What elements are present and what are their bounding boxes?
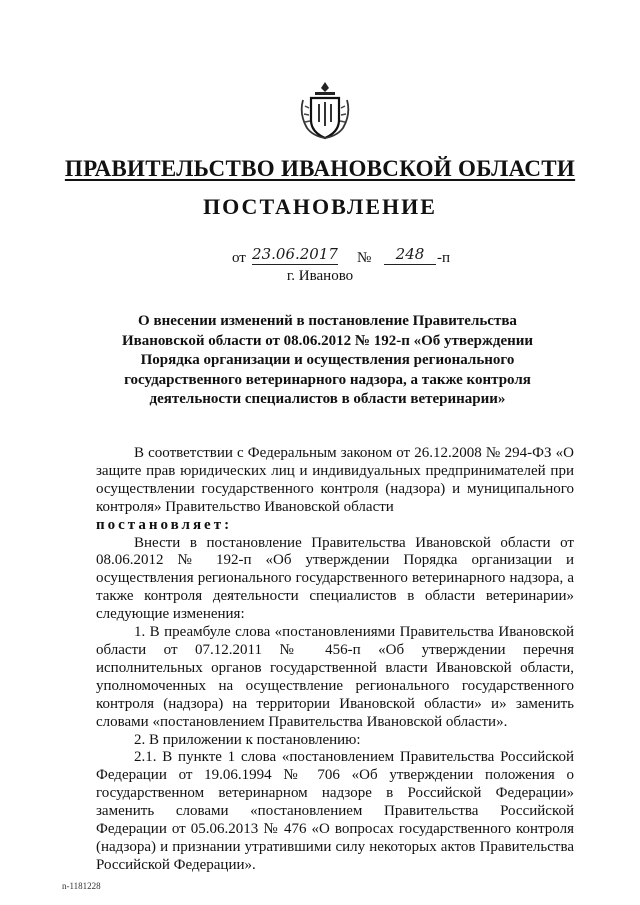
footer-code: n-1181228 (62, 881, 101, 891)
government-name: ПРАВИТЕЛЬСТВО ИВАНОВСКОЙ ОБЛАСТИ (64, 156, 576, 181)
number-sign: № (357, 250, 372, 266)
resolves-word: постановляет: (96, 516, 233, 533)
date-prefix: от (232, 250, 246, 266)
document-title: О внесении изменений в постановление Правительства Ивановской области от 08.06.2012 № 192-п «Об утверждении Порядка организации и осуществления регионального государственного ветеринарного надзора, а также контроля деятельности специалистов в области ветеринарии» (121, 313, 534, 407)
document-type: ПОСТАНОВЛЕНИЕ (203, 194, 437, 219)
city: г. Иваново (286, 268, 354, 284)
intro-paragraph: Внести в постановление Правительства Ивановской области от 08.06.2012 № 192-п «Об утверждении Порядка организации и осуществления регионального государственного ветеринарного надзора, а также контроля деятельности специалистов в области ветеринарии» следующие изменения: (96, 534, 574, 623)
item-2: 2. В приложении к постановлению: (134, 731, 361, 748)
date-number-line (0, 245, 640, 270)
document-body (96, 445, 574, 875)
item-1: 1. В преамбуле слова «постановлениями Правительства Ивановской области от 07.12.2011 № 456-п «Об утверждении перечня исполнительных органов государственной власти Ивановской области, уполномоченных на осуществление регионального государственного контроля (надзора) на территории Ивановской области» и» заменить словами «постановлением Правительства Ивановской области». (96, 624, 574, 730)
number-suffix: -п (437, 250, 451, 266)
number-value: 248 (384, 245, 436, 265)
coat-of-arms-icon (297, 78, 353, 142)
date-value: 23.06.2017 (252, 245, 338, 263)
preamble: В соответствии с Федеральным законом от 26.12.2008 № 294-ФЗ «О защите прав юридических лиц и индивидуальных предпринимателей при осуществлении государственного контроля (надзора) и муниципального контроля» Правительство Ивановской области (96, 445, 574, 515)
item-2-1: 2.1. В пункте 1 слова «постановлением Правительства Российской Федерации от 19.06.1994 № 706 «Об утверждении положения о государственном ветеринарном надзоре в Российской Федерации» заменить словами «постановлением Правительства Российской Федерации от 05.06.2013 № 476 «О вопросах государственного контроля (надзора) и признании утратившими силу некоторых актов Правительства Российской Федерации». (96, 749, 574, 873)
